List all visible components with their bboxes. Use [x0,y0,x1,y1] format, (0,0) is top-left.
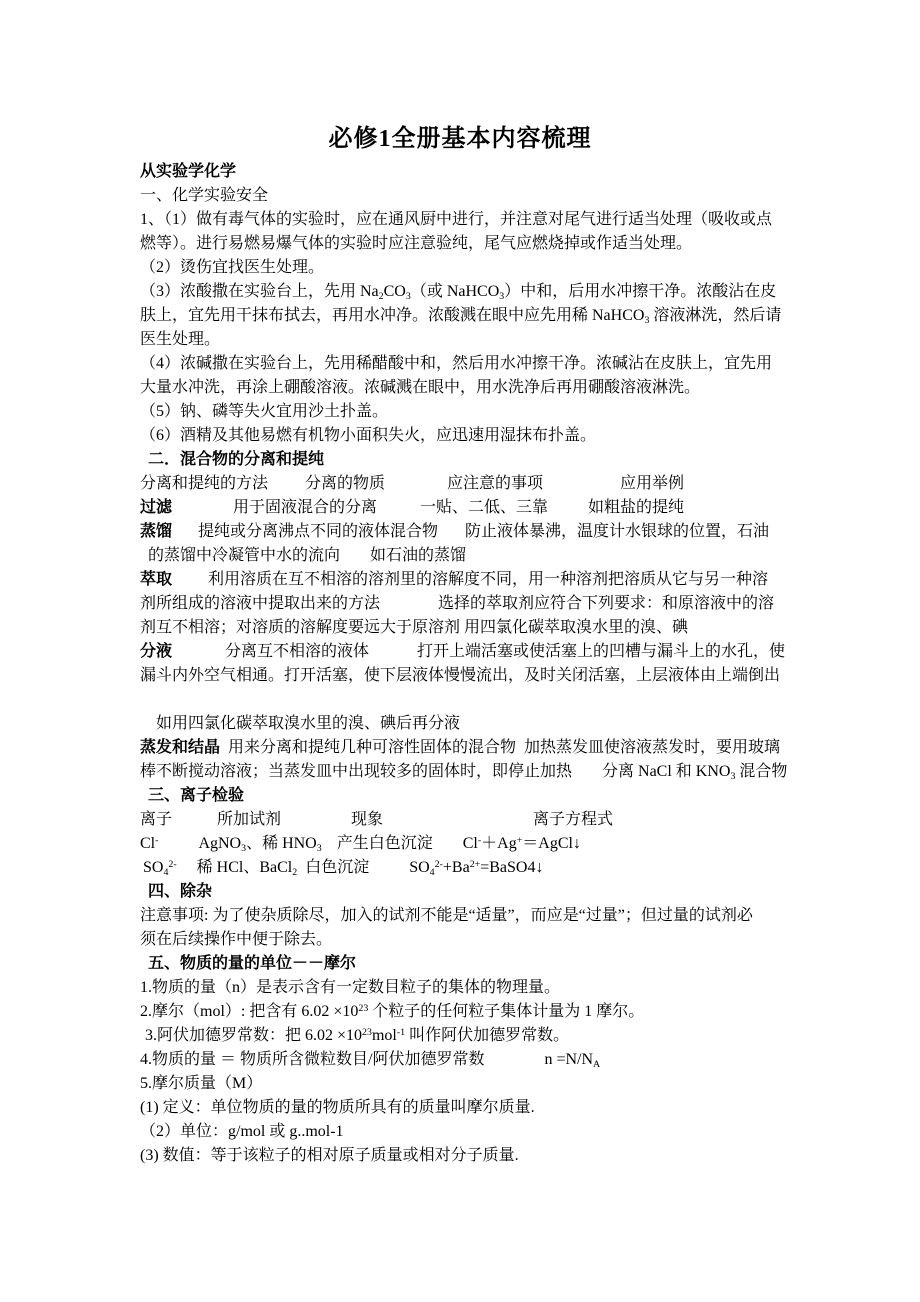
text-segment: 棒不断搅动溶液；当蒸发皿中出现较多的固体时，即停止加热 [140,763,573,780]
text-segment: 注意事项: 为了使杂质除尽，加入的试剂不能是“适量”，而应是“过量”；但过量的试剂必 [140,907,753,924]
text-line [140,1024,840,1048]
text-segment: 加热蒸发皿使溶液蒸发时，要用玻璃 [524,739,781,756]
text-segment: 医生处理。 [140,331,221,348]
text-line [140,808,840,832]
text-line [140,640,840,664]
text-segment: 肤上，宜先用干抹布拭去，再用水冲净。浓酸溅在眼中应先用稀 NaHCO$_3$ 溶液淋洗，然后请 [140,307,782,326]
text-line [140,592,840,616]
text-segment: 产生白色沉淀 [336,835,433,852]
text-segment: 一、化学实验安全 [140,187,269,204]
text-segment: 分离 NaCl 和 $KNO_3$ 混合物 [602,763,788,782]
text-line [140,376,840,400]
section-heading [140,448,840,472]
text-segment: 4.物质的量 ＝ 物质所含微粒数目/阿伏加德罗常数 [140,1051,485,1068]
document-content [140,160,840,1168]
text-segment: （6）酒精及其他易燃有机物小面积失火，应迅速用湿抹布扑盖。 [140,427,597,444]
text-line [140,328,840,352]
text-segment: （4）浓碱撒在实验台上，先用稀醋酸中和，然后用水冲擦干净。浓碱沾在皮肤上，宜先用 [140,355,773,372]
text-segment: 四、除杂 [148,883,213,900]
text-segment: $SO_4^{2-}+Ba^{2+}=BaSO4↓$ [409,859,544,878]
text-segment: 燃等）。进行易燃易爆气体的实验时应注意验纯，尾气应燃烧掉或作适当处理。 [140,235,693,252]
text-segment: 蒸发和结晶 [140,739,221,756]
text-segment: （2）烫伤宜找医生处理。 [140,259,325,276]
text-line [140,1120,840,1144]
text-line [140,712,840,736]
text-segment: 分离互不相溶的液体 [225,643,370,660]
text-segment: 的蒸馏中冷凝管中水的流向 [148,547,341,564]
text-segment: Cl-＋Ag+＝AgCl↓ [462,835,581,852]
text-segment: 所加试剂 [217,811,282,828]
text-segment: Cl- [140,835,159,852]
text-segment: 萃取 [140,571,173,588]
text-segment: 用于固液混合的分离 [233,499,378,516]
text-segment: 白色沉淀 [305,859,370,876]
text-segment: $n =N/N_A$ [544,1051,601,1070]
text-line [140,856,840,880]
text-line [140,1096,840,1120]
text-segment: 如石油的蒸馏 [370,547,467,564]
section-heading [140,952,840,976]
text-line [140,904,840,928]
text-segment: 应用举例 [620,475,685,492]
text-segment: 提纯或分离沸点不同的液体混合物 [198,523,439,540]
text-segment: 离子 [140,811,173,828]
document-title: 必修1全册基本内容梳理 [328,126,592,152]
text-line [140,520,840,544]
text-line [140,1048,840,1072]
text-line [140,280,840,304]
text-line [140,496,840,520]
text-segment: 1.物质的量（n）是表示含有一定数目粒子的集体的物理量。 [140,979,561,996]
text-line [140,232,840,256]
text-segment: 分离的物质 [305,475,386,492]
text-segment: （2）单位：g/mol 或 g..mol-1 [140,1123,344,1140]
text-segment: 从实验学化学 [140,163,237,180]
text-segment: 2.摩尔（mol）: 把含有 $6.02 \times 10^{23}$ 个粒子的任何粒子集体计量为 1 摩尔。 [140,1003,645,1020]
text-segment: 利用溶质在互不相溶的溶剂里的溶解度不同，用一种溶剂把溶质从它与另一种溶 [208,571,769,588]
text-line [140,184,840,208]
text-line [140,1072,840,1096]
text-line [140,568,840,592]
text-segment: 应注意的事项 [447,475,544,492]
text-segment: 选择的萃取剂应符合下列要求：和原溶液中的溶 [438,595,775,612]
text-segment: 须在后续操作中便于除去。 [140,931,333,948]
text-segment: 如用四氯化碳萃取溴水里的溴、碘后再分液 [156,715,461,732]
text-segment: $SO_4^{2-}$ [143,859,177,878]
text-line [140,544,840,568]
text-line [140,400,840,424]
text-segment: 离子方程式 [533,811,614,828]
text-segment: 防止液体暴沸，温度计水银球的位置，石油 [465,523,770,540]
text-line [140,616,840,640]
text-line [140,424,840,448]
text-segment: 分液 [140,643,173,660]
text-line [140,976,840,1000]
text-line [140,832,840,856]
text-segment: (1) 定义：单位物质的量的物质所具有的质量叫摩尔质量. [140,1099,535,1116]
text-segment: 剂所组成的溶液中提取出来的方法 [140,595,381,612]
text-line [140,352,840,376]
text-line [140,208,840,232]
text-segment: （3）浓酸撒在实验台上，先用 $Na_2CO_3$（或 NaHCO$_3$）中和，后用水冲擦干净。浓酸沾在皮 [140,283,777,302]
text-segment: 过滤 [140,499,173,516]
text-line [140,304,840,328]
text-segment: 一贴、二低、三靠 [420,499,549,516]
text-segment: 3.阿伏加德罗常数：把 $6.02 \times 10^{23}mol^{-1}$ 叫作阿伏加德罗常数。 [145,1027,570,1044]
text-segment: AgNO$_3$、稀 $HNO_3$ [198,835,322,854]
text-line [140,688,840,712]
text-segment: 二．混合物的分离和提纯 [148,451,325,468]
text-segment: 现象 [351,811,384,828]
text-line [140,928,840,952]
text-line [140,760,840,784]
text-line [140,736,840,760]
section-heading [140,160,840,184]
text-segment: 蒸馏 [140,523,173,540]
text-segment: 如粗盐的提纯 [588,499,685,516]
text-segment: (3) 数值：等于该粒子的相对原子质量或相对分子质量. [140,1147,519,1164]
text-line [140,472,840,496]
text-segment: （5）钠、磷等失火宜用沙土扑盖。 [140,403,389,420]
text-segment: 打开上端活塞或使活塞上的凹槽与漏斗上的水孔，使 [417,643,786,660]
text-segment: 三、离子检验 [148,787,245,804]
text-segment: 5.摩尔质量（M） [140,1075,263,1092]
text-segment: 大量水冲洗，再涂上硼酸溶液。浓碱溅在眼中，用水洗净后再用硼酸溶液淋洗。 [140,379,701,396]
text-segment: 1、（1）做有毒气体的实验时，应在通风厨中进行，并注意对尾气进行适当处理（吸收或点 [140,211,773,228]
text-line [140,664,840,688]
text-line [140,1000,840,1024]
text-segment: 剂互不相溶；对溶质的溶解度要远大于原溶剂 用四氯化碳萃取溴水里的溴、碘 [140,619,689,636]
text-segment: 五、物质的量的单位－－摩尔 [148,955,357,972]
text-segment: 漏斗内外空气相通。打开活塞，使下层液体慢慢流出，及时关闭活塞，上层液体由上端倒出 [140,667,781,684]
text-segment: 用来分离和提纯几种可溶性固体的混合物 [228,739,517,756]
text-segment: 分离和提纯的方法 [140,475,269,492]
text-line [140,256,840,280]
text-segment: 稀 HCl、BaCl$_2$ [196,859,298,878]
section-heading [140,880,840,904]
section-heading [140,784,840,808]
text-line [140,1144,840,1168]
